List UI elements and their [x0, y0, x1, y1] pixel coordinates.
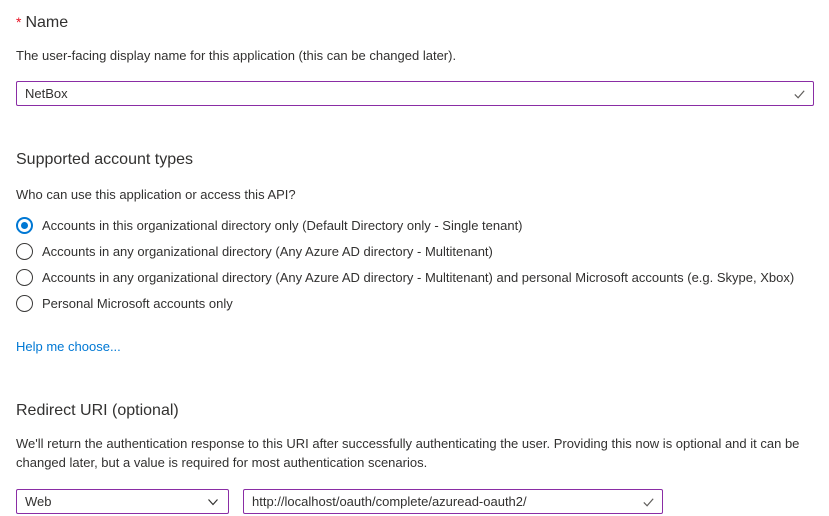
radio-option-label[interactable]: Personal Microsoft accounts only: [42, 295, 233, 311]
name-section-title: [16, 12, 814, 33]
redirect-uri-input[interactable]: [243, 489, 663, 514]
radio-option-label[interactable]: Accounts in this organizational directory only (Default Directory only - Single tenant): [42, 217, 523, 233]
platform-select[interactable]: [16, 489, 229, 514]
name-label: Name: [25, 14, 69, 31]
radio-option-single-tenant[interactable]: [16, 212, 814, 238]
name-input[interactable]: [16, 81, 814, 106]
radio-selected-icon[interactable]: [16, 217, 33, 234]
redirect-uri-input-wrap: [243, 489, 663, 514]
radio-option-multitenant[interactable]: [16, 238, 814, 264]
name-input-wrap: [16, 81, 814, 106]
radio-option-label[interactable]: Accounts in any organizational directory (Any Azure AD directory - Multitenant): [42, 243, 493, 259]
required-asterisk: *: [16, 14, 22, 30]
radio-option-multitenant-personal[interactable]: [16, 264, 814, 290]
chevron-down-icon: [206, 495, 220, 509]
account-types-question: Who can use this application or access this API?: [16, 187, 296, 202]
help-me-choose-link[interactable]: Help me choose...: [16, 339, 121, 354]
account-type-radio-group: [16, 212, 814, 316]
radio-unselected-icon[interactable]: [16, 269, 33, 286]
redirect-uri-row: [16, 489, 814, 514]
radio-unselected-icon[interactable]: [16, 243, 33, 260]
radio-unselected-icon[interactable]: [16, 295, 33, 312]
redirect-uri-description: We'll return the authentication response to this URI after successfully authenticating the user. Providing this now is optional and it can be changed later, but a value is required for most authentication scenarios.: [16, 436, 800, 470]
account-types-title: Supported account types: [16, 151, 194, 168]
name-description: The user-facing display name for this application (this can be changed later).: [16, 48, 457, 63]
radio-option-personal-only[interactable]: [16, 290, 814, 316]
platform-select-value: Web: [25, 494, 52, 509]
redirect-uri-title: Redirect URI (optional): [16, 402, 179, 419]
radio-option-label[interactable]: Accounts in any organizational directory (Any Azure AD directory - Multitenant) and personal Microsoft accounts (e.g. Skype, Xbox): [42, 269, 795, 285]
